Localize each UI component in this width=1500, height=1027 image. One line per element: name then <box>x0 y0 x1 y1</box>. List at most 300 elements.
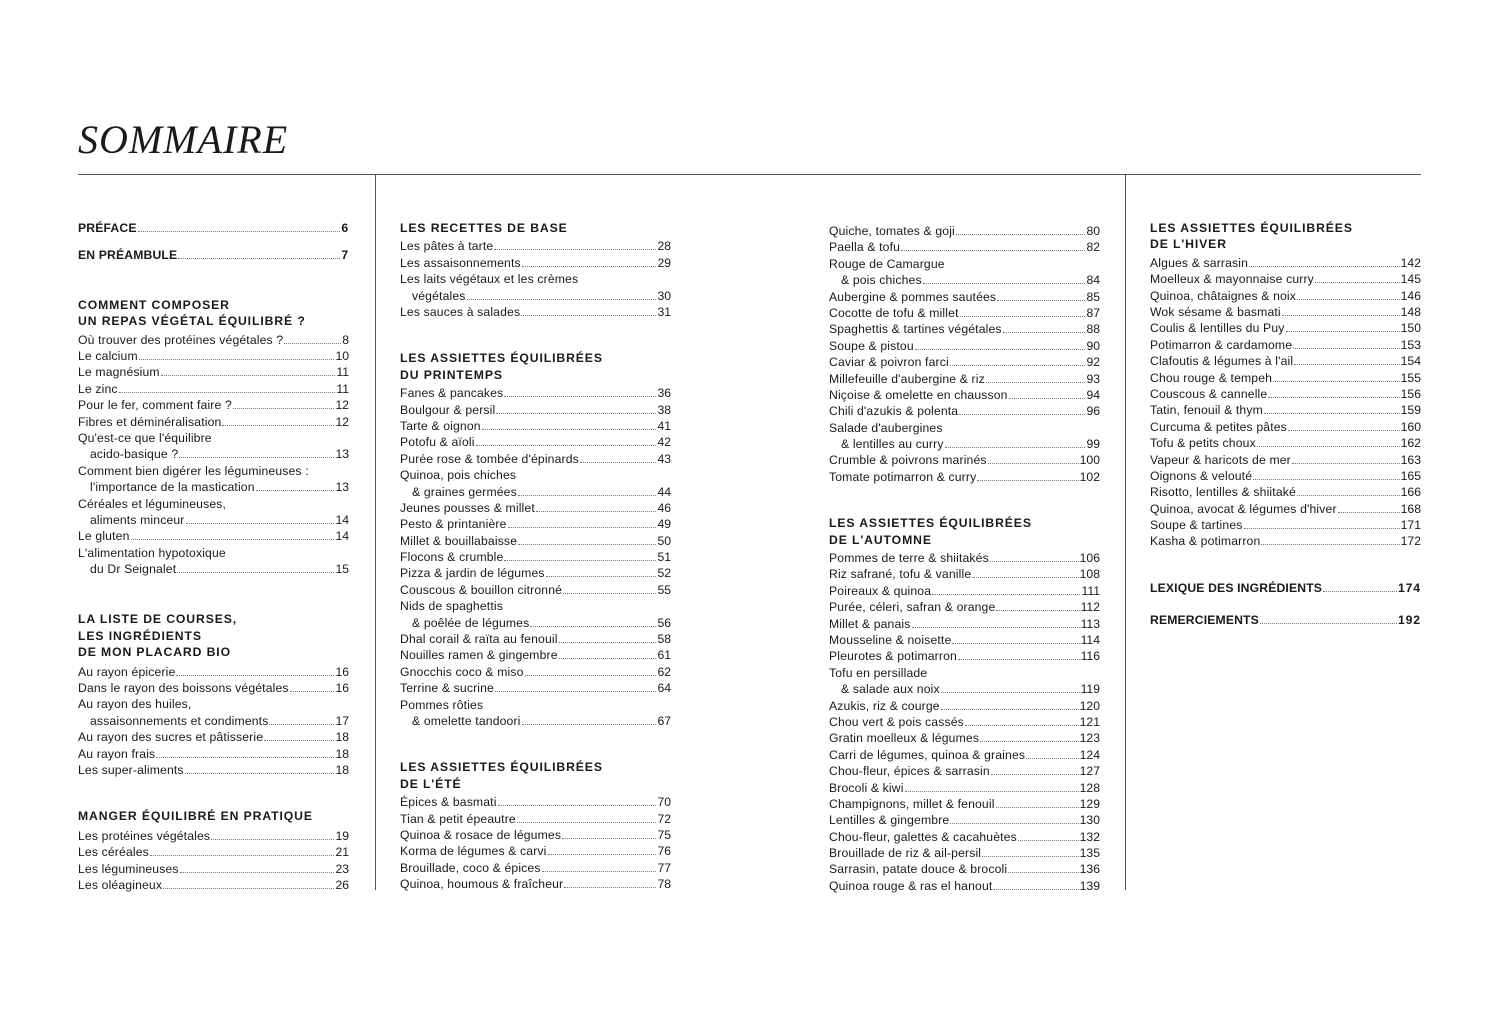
dot-leader <box>559 658 657 659</box>
dot-leader <box>960 316 1086 317</box>
page-number: 87 <box>1086 305 1100 320</box>
toc-entry[interactable]: LEXIQUE DES INGRÉDIENTS 174 <box>1150 580 1421 595</box>
page-number: 76 <box>657 844 671 859</box>
toc-entry[interactable]: Au rayon épicerie 16 <box>78 664 349 679</box>
toc-entry[interactable] <box>829 550 1100 566</box>
toc-entry[interactable] <box>829 354 1100 370</box>
toc-entry[interactable]: PRÉFACE 6 <box>78 221 349 235</box>
toc-entry[interactable] <box>829 223 1100 239</box>
page-number: 12 <box>335 398 349 413</box>
page-number: 8 <box>342 332 349 347</box>
dot-leader <box>562 838 656 839</box>
toc-entry-label: Où trouver des protéines végétales ? <box>78 332 284 347</box>
toc-entry-label: Oignons & velouté <box>1150 468 1253 483</box>
page-number: 43 <box>657 451 671 466</box>
toc-entry[interactable] <box>829 403 1100 419</box>
dot-leader <box>972 577 1078 578</box>
toc-entry-label: Couscous & bouillon citronné <box>400 582 563 597</box>
section-heading: DE L'AUTOMNE <box>829 532 932 547</box>
toc-entry[interactable] <box>829 321 1100 337</box>
dot-leader <box>950 365 1086 366</box>
toc-entry-line: L'alimentation hypotoxique <box>78 545 226 560</box>
page-number: 156 <box>1400 386 1421 401</box>
toc-entry[interactable] <box>1150 255 1421 271</box>
toc-entry-label: Korma de légumes & carvi <box>400 844 547 859</box>
toc-entry[interactable]: REMERCIEMENTS 192 <box>1150 613 1421 628</box>
page-title: SOMMAIRE <box>78 117 289 162</box>
toc-entry[interactable] <box>1150 402 1421 418</box>
toc-entry[interactable] <box>400 647 671 663</box>
toc-entry-label: Tian & petit épeautre <box>400 811 516 826</box>
toc-entry-line: Les laits végétaux et les crèmes <box>400 272 579 287</box>
column-divider-right <box>1125 174 1126 890</box>
toc-entry-label: Potofu & aïoli <box>400 435 475 450</box>
toc-entry-label: Tofu & petits choux <box>1150 436 1256 451</box>
page-number: 168 <box>1400 501 1421 516</box>
page-number: 58 <box>657 632 671 647</box>
toc-entry-label: Pommes de terre & shiitakés <box>829 551 989 566</box>
toc-entry[interactable]: & pois chiches 84 <box>841 273 1100 288</box>
toc-entry[interactable] <box>400 418 671 434</box>
toc-entry-line: Rouge de Camargue <box>829 256 945 271</box>
dot-leader <box>1018 840 1079 841</box>
toc-entry-label: Nouilles ramen & gingembre <box>400 648 558 663</box>
toc-entry[interactable] <box>400 860 671 876</box>
toc-entry[interactable] <box>400 843 671 859</box>
section-heading: LA LISTE DE COURSES, <box>78 612 238 627</box>
toc-entry[interactable] <box>78 861 349 877</box>
dot-leader <box>905 791 1079 792</box>
page-number: 62 <box>657 664 671 679</box>
toc-entry-label: Chou rouge & tempeh <box>1150 370 1273 385</box>
page-number: 166 <box>1400 485 1421 500</box>
section-heading: DE L'HIVER <box>1150 237 1227 252</box>
toc-entry-label: Chou vert & pois cassés <box>829 714 964 729</box>
toc-entry-label: Couscous & cannelle <box>1150 386 1268 401</box>
page-number: 136 <box>1079 862 1100 877</box>
page-number: 155 <box>1400 370 1421 385</box>
dot-leader <box>150 855 335 856</box>
page-number: 61 <box>657 648 671 663</box>
toc-entry[interactable] <box>1150 337 1421 353</box>
page-number: 46 <box>657 500 671 515</box>
toc-entry-label: Le calcium <box>78 348 138 363</box>
dot-leader <box>163 888 334 889</box>
dot-leader <box>956 234 1086 235</box>
dot-leader <box>996 807 1079 808</box>
toc-entry[interactable] <box>829 878 1100 894</box>
toc-entry[interactable] <box>1150 484 1421 500</box>
toc-entry[interactable] <box>400 385 671 401</box>
toc-entry[interactable] <box>829 829 1100 845</box>
page-number: 23 <box>335 861 349 876</box>
page-number: 100 <box>1079 453 1100 468</box>
toc-entry[interactable] <box>829 239 1100 255</box>
toc-entry-line: Salade d'aubergines <box>829 420 943 435</box>
section-heading: UN REPAS VÉGÉTAL ÉQUILIBRÉ ? <box>78 314 306 329</box>
toc-entry[interactable] <box>78 332 349 348</box>
toc-entry[interactable] <box>829 469 1100 485</box>
toc-entry-label: Quinoa rouge & ras el hanout <box>829 878 993 893</box>
toc-entry[interactable]: Au rayon des sucres et pâtisserie 18 <box>78 730 349 745</box>
toc-entry[interactable] <box>1150 386 1421 402</box>
toc-entry[interactable] <box>829 387 1100 403</box>
toc-entry-label: Clafoutis & légumes à l'ail <box>1150 354 1294 369</box>
page-number: 153 <box>1400 337 1421 352</box>
dot-leader <box>504 396 656 397</box>
toc-entry[interactable]: Les assaisonnements 29 <box>400 255 671 270</box>
toc-entry-label: Aubergine & pommes sautées <box>829 289 997 304</box>
dot-leader <box>1244 528 1400 529</box>
section-heading: LES INGRÉDIENTS <box>78 628 202 643</box>
toc-entry-line: Qu'est-ce que l'équilibre <box>78 430 212 445</box>
dot-leader <box>932 594 1080 595</box>
toc-entry[interactable] <box>400 680 671 696</box>
dot-leader <box>993 889 1078 890</box>
toc-entry-label: Purée, céleri, safran & orange <box>829 600 996 615</box>
page-number: 19 <box>335 828 349 843</box>
dot-leader <box>1264 413 1400 414</box>
dot-leader <box>990 561 1079 562</box>
toc-entry-label: Quinoa, châtaignes & noix <box>1150 288 1297 303</box>
toc-entry-label: Vapeur & haricots de mer <box>1150 452 1291 467</box>
dot-leader <box>222 425 334 426</box>
dot-leader <box>517 822 657 823</box>
toc-entry-line: Au rayon des huiles, <box>78 697 192 712</box>
toc-entry[interactable] <box>1150 271 1421 287</box>
toc-entry[interactable]: assaisonnements et condiments 17 <box>90 713 349 728</box>
toc-entry[interactable] <box>829 747 1100 763</box>
toc-entry-line: Quinoa, pois chiches <box>400 468 517 483</box>
dot-leader <box>542 871 657 872</box>
toc-entry[interactable] <box>1150 533 1421 549</box>
toc-entry-label: Sarrasin, patate douce & brocoli <box>829 862 1008 877</box>
toc-entry[interactable] <box>78 877 349 893</box>
toc-entry-label: Gratin moelleux & légumes <box>829 731 980 746</box>
toc-entry-label: Millet & panais <box>829 616 911 631</box>
toc-entry-label: Flocons & crumble <box>400 550 504 565</box>
toc-entry[interactable] <box>400 500 671 516</box>
toc-entry[interactable] <box>1150 304 1421 320</box>
toc-entry[interactable] <box>400 664 671 680</box>
dot-leader <box>1286 331 1400 332</box>
page-number: 90 <box>1086 338 1100 353</box>
page-number: 113 <box>1080 616 1100 631</box>
toc-entry-label: Les légumineuses <box>78 861 179 876</box>
toc-entry[interactable] <box>829 845 1100 861</box>
toc-entry-label: Paella & tofu <box>829 240 901 255</box>
page-number: 112 <box>1080 600 1100 615</box>
page-number: 82 <box>1086 240 1100 255</box>
section-heading: LES ASSIETTES ÉQUILIBRÉES <box>400 760 603 775</box>
page-number: 88 <box>1086 322 1100 337</box>
page-number: 80 <box>1086 224 1100 238</box>
dot-leader <box>1257 446 1400 447</box>
dot-leader <box>1268 397 1399 398</box>
toc-column-3 <box>829 223 1100 894</box>
toc-entry[interactable]: Dans le rayon des boissons végétales 16 <box>78 681 349 696</box>
toc-entry[interactable] <box>1150 452 1421 468</box>
toc-entry-label: Les protéines végétales <box>78 828 211 843</box>
page-number: 55 <box>657 582 671 597</box>
toc-entry[interactable] <box>400 402 671 418</box>
page-number: 49 <box>657 517 671 532</box>
toc-entry[interactable]: Les pâtes à tarte 28 <box>400 239 671 254</box>
toc-entry-label: Poireaux & quinoa <box>829 583 932 598</box>
toc-entry-label: Chou-fleur, épices & sarrasin <box>829 764 990 779</box>
toc-entry[interactable]: EN PRÉAMBULE 7 <box>78 248 349 263</box>
toc-entry[interactable] <box>1150 320 1421 336</box>
dot-leader <box>536 511 657 512</box>
toc-entry-label: Tatin, fenouil & thym <box>1150 403 1263 418</box>
toc-entry[interactable] <box>78 348 349 364</box>
page-number: 11 <box>336 381 349 396</box>
dot-leader <box>1261 544 1399 545</box>
dot-leader <box>495 691 656 692</box>
toc-entry[interactable] <box>829 632 1100 648</box>
toc-entry[interactable] <box>1150 419 1421 435</box>
dot-leader <box>233 408 335 409</box>
dot-leader <box>915 349 1086 350</box>
dot-leader <box>941 709 1079 710</box>
toc-entry[interactable] <box>829 289 1100 305</box>
dot-leader <box>508 527 657 528</box>
toc-entry[interactable] <box>400 434 671 450</box>
section-heading: LES RECETTES DE BASE <box>400 221 568 235</box>
dot-leader <box>139 359 335 360</box>
toc-entry-line: Pommes rôties <box>400 697 484 712</box>
toc-entry[interactable] <box>400 631 671 647</box>
toc-entry[interactable] <box>829 763 1100 779</box>
toc-entry[interactable] <box>829 566 1100 582</box>
toc-entry[interactable] <box>829 861 1100 877</box>
toc-entry[interactable] <box>829 780 1100 796</box>
dot-leader <box>996 610 1079 611</box>
toc-entry-label: Le zinc <box>78 381 118 396</box>
toc-entry[interactable] <box>400 811 671 827</box>
toc-column-2 <box>400 220 671 893</box>
toc-entry-label: Pesto & printanière <box>400 517 507 532</box>
toc-entry[interactable]: Le gluten 14 <box>78 529 349 544</box>
toc-entry[interactable] <box>78 397 349 413</box>
page-number: 129 <box>1079 796 1100 811</box>
dot-leader <box>982 856 1078 857</box>
toc-entry[interactable] <box>1150 468 1421 484</box>
toc-entry-label: Dhal corail & raïta au fenouil <box>400 632 558 647</box>
toc-entry[interactable] <box>1150 501 1421 517</box>
toc-entry[interactable]: l'importance de la mastication 13 <box>90 480 349 495</box>
page-number: 10 <box>335 348 349 363</box>
page-number: 159 <box>1400 403 1421 418</box>
toc-entry-label: Champignons, millet & fenouil <box>829 796 995 811</box>
toc-entry[interactable] <box>78 364 349 380</box>
page-number: 121 <box>1079 714 1100 729</box>
page-number: 163 <box>1400 452 1421 467</box>
toc-entry[interactable]: végétales 30 <box>412 288 671 303</box>
dot-leader <box>284 343 341 344</box>
toc-entry[interactable]: & poêlée de légumes 56 <box>412 615 671 630</box>
toc-entry-label: Soupe & pistou <box>829 338 914 353</box>
dot-leader <box>958 659 1080 660</box>
toc-entry-label: Épices & basmati <box>400 795 497 810</box>
toc-entry-line: Nids de spaghettis <box>400 599 503 614</box>
toc-entry-label: Riz safrané, tofu & vanille <box>829 567 972 582</box>
page-number: 124 <box>1079 747 1100 762</box>
page-number: 123 <box>1079 731 1100 746</box>
toc-entry-label: Mousseline & noisette <box>829 633 952 648</box>
toc-entry[interactable]: & omelette tandoori 67 <box>412 713 671 728</box>
toc-entry-label: Gnocchis coco & miso <box>400 664 524 679</box>
dot-leader <box>1297 299 1400 300</box>
toc-entry[interactable]: du Dr Seignalet 15 <box>90 562 349 577</box>
toc-entry[interactable]: & salade aux noix 119 <box>841 682 1100 697</box>
page-number: 26 <box>335 877 349 892</box>
toc-entry[interactable] <box>400 582 671 598</box>
toc-entry[interactable] <box>829 616 1100 632</box>
dot-leader <box>563 593 656 594</box>
toc-entry[interactable]: Les sauces à salades 31 <box>400 304 671 319</box>
dot-leader <box>959 414 1085 415</box>
dot-leader <box>476 445 657 446</box>
toc-entry-label: Moelleux & mayonnaise curry <box>1150 272 1314 287</box>
toc-entry[interactable] <box>400 549 671 565</box>
page-number: 85 <box>1086 289 1100 304</box>
page-number: 146 <box>1400 288 1421 303</box>
toc-entry[interactable]: Au rayon frais 18 <box>78 746 349 761</box>
page-number: 41 <box>657 418 671 433</box>
toc-entry[interactable] <box>78 844 349 860</box>
toc-entry[interactable]: acido-basique ? 13 <box>90 447 349 462</box>
toc-entry[interactable]: & lentilles au curry 99 <box>841 437 1100 452</box>
section-heading: LES ASSIETTES ÉQUILIBRÉES <box>400 351 603 366</box>
toc-entry[interactable]: Les super-aliments 18 <box>78 763 349 778</box>
section-heading: COMMENT COMPOSER <box>78 297 230 312</box>
toc-entry[interactable] <box>78 828 349 844</box>
page-number: 102 <box>1079 469 1100 484</box>
dot-leader <box>180 872 335 873</box>
page-number: 92 <box>1086 355 1100 370</box>
dot-leader <box>525 675 657 676</box>
toc-entry-label: Crumble & poivrons marinés <box>829 453 987 468</box>
dot-leader <box>1315 282 1400 283</box>
toc-entry[interactable] <box>829 583 1100 599</box>
dot-leader <box>986 382 1086 383</box>
page-number: 145 <box>1400 272 1421 287</box>
toc-entry[interactable] <box>829 698 1100 714</box>
toc-entry-label: Curcuma & petites pâtes <box>1150 419 1287 434</box>
dot-leader <box>1009 398 1086 399</box>
toc-entry-label: Millefeuille d'aubergine & riz <box>829 371 985 386</box>
page-number: 116 <box>1080 649 1100 664</box>
toc-entry[interactable]: & graines germées 44 <box>412 484 671 499</box>
toc-entry[interactable] <box>829 648 1100 664</box>
toc-entry[interactable] <box>829 714 1100 730</box>
page-number: 135 <box>1079 846 1100 861</box>
toc-entry[interactable] <box>829 371 1100 387</box>
page-number: 64 <box>657 681 671 696</box>
toc-entry-label: Carri de légumes, quinoa & graines <box>829 747 1026 762</box>
dot-leader <box>496 413 656 414</box>
toc-entry[interactable] <box>1150 370 1421 386</box>
page-number: 130 <box>1079 813 1100 828</box>
toc-entry[interactable] <box>400 876 671 892</box>
toc-entry[interactable] <box>829 338 1100 354</box>
dot-leader <box>997 300 1085 301</box>
toc-entry[interactable] <box>78 381 349 397</box>
dot-leader <box>1288 430 1400 431</box>
toc-entry-label: Soupe & tartines <box>1150 518 1243 533</box>
page-number: 50 <box>657 533 671 548</box>
toc-entry[interactable] <box>829 305 1100 321</box>
toc-entry[interactable] <box>829 452 1100 468</box>
page-number: 96 <box>1086 404 1100 419</box>
dot-leader <box>211 839 334 840</box>
page-number: 93 <box>1086 371 1100 386</box>
toc-entry[interactable] <box>829 812 1100 828</box>
dot-leader <box>952 643 1079 644</box>
toc-entry[interactable] <box>78 414 349 430</box>
dot-leader <box>912 627 1080 628</box>
toc-entry[interactable] <box>400 794 671 810</box>
dot-leader <box>1253 479 1400 480</box>
toc-entry-label: Les oléagineux <box>78 877 163 892</box>
page-number: 120 <box>1079 698 1100 713</box>
page-number: 172 <box>1400 534 1421 549</box>
page-number: 165 <box>1400 468 1421 483</box>
title-rule <box>78 174 1421 175</box>
toc-entry[interactable] <box>829 796 1100 812</box>
toc-entry[interactable] <box>1150 435 1421 451</box>
page-number: 162 <box>1400 436 1421 451</box>
page-number: 38 <box>657 402 671 417</box>
toc-entry-label: Coulis & lentilles du Puy <box>1150 321 1285 336</box>
column-divider-left <box>375 174 376 890</box>
toc-entry[interactable] <box>829 730 1100 746</box>
page-number: 108 <box>1079 567 1100 582</box>
toc-entry-label: Potimarron & cardamome <box>1150 337 1293 352</box>
page-number: 114 <box>1080 633 1100 648</box>
toc-entry-label: Quinoa, houmous & fraîcheur <box>400 877 564 892</box>
dot-leader <box>1003 332 1086 333</box>
page-number: 51 <box>657 550 671 565</box>
toc-entry[interactable] <box>1150 288 1421 304</box>
dot-leader <box>546 576 657 577</box>
toc-entry[interactable] <box>400 565 671 581</box>
toc-entry[interactable] <box>1150 517 1421 533</box>
toc-entry[interactable]: aliments minceur 14 <box>90 512 349 527</box>
toc-entry-label: Brouillade, coco & épices <box>400 860 541 875</box>
toc-entry[interactable] <box>1150 353 1421 369</box>
dot-leader <box>1273 381 1400 382</box>
toc-entry[interactable] <box>400 827 671 843</box>
section-heading: DE L'ÉTÉ <box>400 776 462 791</box>
toc-entry-label: Purée rose & tombée d'épinards <box>400 451 579 466</box>
toc-entry-label: Pleurotes & potimarron <box>829 649 957 664</box>
page-number: 77 <box>657 860 671 875</box>
page-number: 148 <box>1400 304 1421 319</box>
page-number: 160 <box>1400 419 1421 434</box>
page-number: 132 <box>1079 829 1100 844</box>
section-heading: MANGER ÉQUILIBRÉ EN PRATIQUE <box>78 809 313 824</box>
toc-column-1 <box>78 220 349 893</box>
toc-entry[interactable] <box>400 451 671 467</box>
toc-entry[interactable] <box>400 516 671 532</box>
toc-entry-label: Chili d'azukis & polenta <box>829 404 959 419</box>
toc-entry[interactable] <box>829 599 1100 615</box>
toc-entry[interactable] <box>400 533 671 549</box>
toc-entry-label: Pizza & jardin de légumes <box>400 566 545 581</box>
toc-entry-label: Terrine & sucrine <box>400 681 494 696</box>
